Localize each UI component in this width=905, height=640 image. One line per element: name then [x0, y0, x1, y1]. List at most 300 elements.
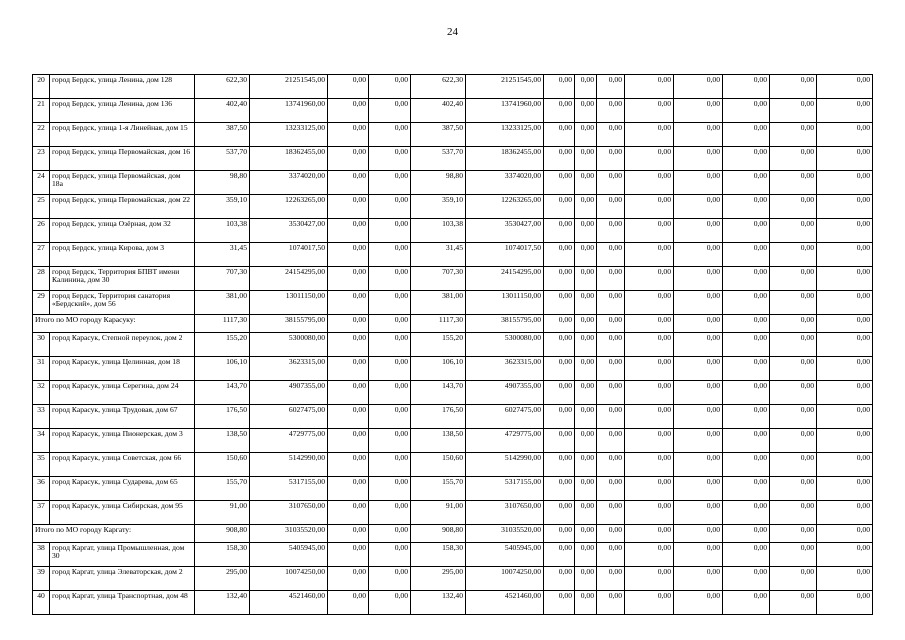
row-number: 36 [33, 477, 50, 501]
value-cell: 0,00 [369, 453, 411, 477]
value-cell: 0,00 [544, 381, 575, 405]
value-cell: 0,00 [575, 123, 597, 147]
value-cell: 0,00 [328, 525, 369, 543]
value-cell: 0,00 [328, 453, 369, 477]
value-cell: 0,00 [817, 429, 873, 453]
value-cell: 0,00 [369, 171, 411, 195]
address-cell: город Карасук, улица Советская, дом 66 [50, 453, 195, 477]
value-cell: 106,10 [411, 357, 466, 381]
value-cell: 0,00 [770, 357, 817, 381]
value-cell: 0,00 [817, 171, 873, 195]
value-cell: 0,00 [544, 75, 575, 99]
subtotal-row [33, 525, 873, 543]
value-cell: 3623315,00 [466, 357, 544, 381]
value-cell: 0,00 [625, 501, 674, 525]
value-cell: 0,00 [575, 543, 597, 567]
value-cell: 0,00 [770, 567, 817, 591]
value-cell: 103,38 [195, 219, 250, 243]
value-cell: 91,00 [195, 501, 250, 525]
value-cell: 0,00 [817, 123, 873, 147]
value-cell: 0,00 [817, 195, 873, 219]
value-cell: 0,00 [597, 567, 625, 591]
value-cell: 0,00 [328, 333, 369, 357]
row-number: 21 [33, 99, 50, 123]
address-cell: город Бердск, улица Кирова, дом 3 [50, 243, 195, 267]
value-cell: 0,00 [723, 429, 770, 453]
value-cell: 4729775,00 [466, 429, 544, 453]
value-cell: 0,00 [544, 405, 575, 429]
value-cell: 5317155,00 [466, 477, 544, 501]
subtotal-row [33, 315, 873, 333]
value-cell: 0,00 [625, 243, 674, 267]
value-cell: 21251545,00 [466, 75, 544, 99]
value-cell: 0,00 [723, 315, 770, 333]
value-cell: 0,00 [770, 501, 817, 525]
value-cell: 0,00 [674, 99, 723, 123]
value-cell: 13233125,00 [250, 123, 328, 147]
value-cell: 0,00 [597, 501, 625, 525]
value-cell: 12263265,00 [250, 195, 328, 219]
value-cell: 0,00 [625, 171, 674, 195]
value-cell: 1074017,50 [250, 243, 328, 267]
address-cell: город Каргат, улица Промышленная, дом 30 [50, 543, 195, 567]
table-row [33, 333, 873, 357]
value-cell: 0,00 [770, 381, 817, 405]
value-cell: 0,00 [575, 315, 597, 333]
value-cell: 0,00 [369, 501, 411, 525]
row-number: 31 [33, 357, 50, 381]
table-row [33, 477, 873, 501]
value-cell: 0,00 [817, 543, 873, 567]
value-cell: 0,00 [369, 195, 411, 219]
value-cell: 0,00 [369, 147, 411, 171]
value-cell: 3530427,00 [250, 219, 328, 243]
value-cell: 0,00 [625, 315, 674, 333]
value-cell: 0,00 [723, 453, 770, 477]
value-cell: 0,00 [369, 75, 411, 99]
value-cell: 0,00 [369, 525, 411, 543]
value-cell: 31,45 [195, 243, 250, 267]
value-cell: 0,00 [544, 453, 575, 477]
value-cell: 0,00 [597, 477, 625, 501]
value-cell: 5142990,00 [466, 453, 544, 477]
value-cell: 0,00 [544, 147, 575, 171]
value-cell: 91,00 [411, 501, 466, 525]
address-cell: город Бердск, улица Озёрная, дом 32 [50, 219, 195, 243]
value-cell: 0,00 [575, 195, 597, 219]
value-cell: 0,00 [597, 123, 625, 147]
value-cell: 0,00 [723, 357, 770, 381]
value-cell: 0,00 [625, 291, 674, 315]
row-number: 28 [33, 267, 50, 291]
value-cell: 0,00 [575, 147, 597, 171]
value-cell: 0,00 [723, 123, 770, 147]
value-cell: 6027475,00 [466, 405, 544, 429]
value-cell: 0,00 [597, 195, 625, 219]
address-cell: город Бердск, улица Ленина, дом 136 [50, 99, 195, 123]
value-cell: 0,00 [770, 291, 817, 315]
value-cell: 0,00 [544, 567, 575, 591]
subtotal-label: Итого по МО городу Каргату: [33, 525, 195, 543]
value-cell: 31035520,00 [250, 525, 328, 543]
value-cell: 0,00 [597, 453, 625, 477]
value-cell: 0,00 [770, 525, 817, 543]
value-cell: 10074250,00 [466, 567, 544, 591]
subtotal-label: Итого по МО городу Карасуку: [33, 315, 195, 333]
value-cell: 0,00 [817, 99, 873, 123]
value-cell: 0,00 [369, 267, 411, 291]
value-cell: 622,30 [411, 75, 466, 99]
address-cell: город Карасук, улица Целинная, дом 18 [50, 357, 195, 381]
value-cell: 707,30 [411, 267, 466, 291]
value-cell: 0,00 [817, 75, 873, 99]
value-cell: 0,00 [723, 147, 770, 171]
value-cell: 0,00 [770, 333, 817, 357]
row-number: 35 [33, 453, 50, 477]
value-cell: 0,00 [575, 171, 597, 195]
value-cell: 0,00 [369, 477, 411, 501]
value-cell: 0,00 [369, 315, 411, 333]
value-cell: 0,00 [770, 477, 817, 501]
value-cell: 0,00 [328, 315, 369, 333]
value-cell: 0,00 [544, 591, 575, 615]
value-cell: 0,00 [597, 525, 625, 543]
address-cell: город Каргат, улица Транспортная, дом 48 [50, 591, 195, 615]
value-cell: 13741960,00 [466, 99, 544, 123]
value-cell: 0,00 [674, 453, 723, 477]
value-cell: 0,00 [597, 219, 625, 243]
value-cell: 0,00 [770, 267, 817, 291]
value-cell: 0,00 [770, 429, 817, 453]
table-row [33, 429, 873, 453]
value-cell: 0,00 [723, 75, 770, 99]
table-row [33, 171, 873, 195]
value-cell: 622,30 [195, 75, 250, 99]
row-number: 23 [33, 147, 50, 171]
value-cell: 0,00 [723, 567, 770, 591]
value-cell: 13233125,00 [466, 123, 544, 147]
value-cell: 3107650,00 [466, 501, 544, 525]
address-cell: город Бердск, Территория санатория «Бердский», дом 56 [50, 291, 195, 315]
value-cell: 0,00 [723, 405, 770, 429]
address-cell: город Карасук, улица Серегина, дом 24 [50, 381, 195, 405]
value-cell: 3530427,00 [466, 219, 544, 243]
value-cell: 0,00 [328, 405, 369, 429]
value-cell: 0,00 [369, 291, 411, 315]
value-cell: 0,00 [328, 99, 369, 123]
value-cell: 155,20 [411, 333, 466, 357]
table-row [33, 291, 873, 315]
value-cell: 18362455,00 [466, 147, 544, 171]
page-number: 24 [447, 26, 458, 38]
value-cell: 0,00 [674, 591, 723, 615]
value-cell: 0,00 [625, 381, 674, 405]
value-cell: 0,00 [674, 543, 723, 567]
value-cell: 0,00 [723, 477, 770, 501]
value-cell: 0,00 [625, 567, 674, 591]
value-cell: 103,38 [411, 219, 466, 243]
value-cell: 5405945,00 [250, 543, 328, 567]
value-cell: 155,70 [195, 477, 250, 501]
value-cell: 155,20 [195, 333, 250, 357]
value-cell: 3374020,00 [250, 171, 328, 195]
value-cell: 1117,30 [195, 315, 250, 333]
value-cell: 0,00 [544, 291, 575, 315]
value-cell: 0,00 [369, 591, 411, 615]
value-cell: 0,00 [723, 99, 770, 123]
value-cell: 0,00 [625, 429, 674, 453]
value-cell: 0,00 [723, 195, 770, 219]
value-cell: 908,80 [195, 525, 250, 543]
table-row [33, 591, 873, 615]
value-cell: 3374020,00 [466, 171, 544, 195]
value-cell: 0,00 [625, 405, 674, 429]
value-cell: 0,00 [723, 381, 770, 405]
value-cell: 0,00 [597, 333, 625, 357]
value-cell: 402,40 [195, 99, 250, 123]
value-cell: 0,00 [328, 477, 369, 501]
value-cell: 0,00 [625, 357, 674, 381]
value-cell: 176,50 [411, 405, 466, 429]
value-cell: 0,00 [817, 291, 873, 315]
value-cell: 0,00 [817, 525, 873, 543]
table-body [33, 75, 873, 615]
value-cell: 0,00 [625, 123, 674, 147]
value-cell: 295,00 [195, 567, 250, 591]
row-number: 27 [33, 243, 50, 267]
value-cell: 0,00 [674, 405, 723, 429]
value-cell: 132,40 [411, 591, 466, 615]
value-cell: 0,00 [328, 243, 369, 267]
value-cell: 176,50 [195, 405, 250, 429]
value-cell: 0,00 [770, 405, 817, 429]
table-row [33, 75, 873, 99]
value-cell: 0,00 [770, 195, 817, 219]
value-cell: 0,00 [597, 405, 625, 429]
value-cell: 150,60 [411, 453, 466, 477]
value-cell: 0,00 [674, 567, 723, 591]
value-cell: 908,80 [411, 525, 466, 543]
value-cell: 0,00 [544, 171, 575, 195]
value-cell: 0,00 [575, 75, 597, 99]
value-cell: 0,00 [674, 477, 723, 501]
value-cell: 0,00 [674, 219, 723, 243]
value-cell: 132,40 [195, 591, 250, 615]
value-cell: 0,00 [328, 75, 369, 99]
value-cell: 4521460,00 [250, 591, 328, 615]
value-cell: 0,00 [597, 429, 625, 453]
value-cell: 0,00 [369, 243, 411, 267]
value-cell: 158,30 [411, 543, 466, 567]
value-cell: 0,00 [817, 243, 873, 267]
value-cell: 158,30 [195, 543, 250, 567]
value-cell: 295,00 [411, 567, 466, 591]
value-cell: 0,00 [674, 429, 723, 453]
value-cell: 0,00 [817, 381, 873, 405]
table-row [33, 501, 873, 525]
value-cell: 707,30 [195, 267, 250, 291]
table-row [33, 243, 873, 267]
value-cell: 0,00 [817, 333, 873, 357]
value-cell: 0,00 [544, 315, 575, 333]
value-cell: 0,00 [544, 333, 575, 357]
value-cell: 387,50 [195, 123, 250, 147]
value-cell: 21251545,00 [250, 75, 328, 99]
value-cell: 0,00 [597, 75, 625, 99]
value-cell: 0,00 [625, 453, 674, 477]
value-cell: 0,00 [674, 123, 723, 147]
table-row [33, 267, 873, 291]
value-cell: 0,00 [597, 315, 625, 333]
value-cell: 0,00 [674, 525, 723, 543]
value-cell: 0,00 [817, 357, 873, 381]
value-cell: 143,70 [411, 381, 466, 405]
value-cell: 0,00 [328, 171, 369, 195]
value-cell: 0,00 [674, 315, 723, 333]
value-cell: 0,00 [723, 171, 770, 195]
value-cell: 0,00 [770, 99, 817, 123]
value-cell: 0,00 [369, 429, 411, 453]
address-cell: город Карасук, улица Сибирская, дом 95 [50, 501, 195, 525]
value-cell: 0,00 [625, 219, 674, 243]
value-cell: 4907355,00 [250, 381, 328, 405]
value-cell: 359,10 [411, 195, 466, 219]
value-cell: 0,00 [770, 123, 817, 147]
value-cell: 0,00 [625, 267, 674, 291]
value-cell: 0,00 [674, 381, 723, 405]
value-cell: 0,00 [544, 267, 575, 291]
row-number: 25 [33, 195, 50, 219]
value-cell: 0,00 [597, 243, 625, 267]
value-cell: 138,50 [411, 429, 466, 453]
table-row [33, 99, 873, 123]
value-cell: 0,00 [597, 381, 625, 405]
value-cell: 0,00 [544, 429, 575, 453]
value-cell: 0,00 [674, 195, 723, 219]
value-cell: 0,00 [328, 381, 369, 405]
table-row [33, 381, 873, 405]
row-number: 39 [33, 567, 50, 591]
value-cell: 0,00 [625, 477, 674, 501]
value-cell: 5300080,00 [466, 333, 544, 357]
value-cell: 0,00 [328, 267, 369, 291]
value-cell: 0,00 [369, 123, 411, 147]
value-cell: 0,00 [674, 333, 723, 357]
table-row [33, 453, 873, 477]
value-cell: 0,00 [575, 477, 597, 501]
value-cell: 0,00 [770, 219, 817, 243]
value-cell: 0,00 [575, 291, 597, 315]
row-number: 33 [33, 405, 50, 429]
value-cell: 13011150,00 [250, 291, 328, 315]
value-cell: 6027475,00 [250, 405, 328, 429]
value-cell: 31,45 [411, 243, 466, 267]
value-cell: 0,00 [674, 243, 723, 267]
value-cell: 0,00 [674, 267, 723, 291]
table-row [33, 567, 873, 591]
value-cell: 381,00 [195, 291, 250, 315]
row-number: 26 [33, 219, 50, 243]
value-cell: 0,00 [625, 147, 674, 171]
value-cell: 0,00 [369, 543, 411, 567]
value-cell: 0,00 [544, 501, 575, 525]
value-cell: 0,00 [770, 147, 817, 171]
value-cell: 0,00 [674, 147, 723, 171]
value-cell: 1117,30 [411, 315, 466, 333]
address-cell: город Карасук, улица Сударева, дом 65 [50, 477, 195, 501]
value-cell: 0,00 [723, 525, 770, 543]
address-cell: город Бердск, улица Ленина, дом 128 [50, 75, 195, 99]
value-cell: 0,00 [369, 381, 411, 405]
value-cell: 10074250,00 [250, 567, 328, 591]
value-cell: 155,70 [411, 477, 466, 501]
value-cell: 38155795,00 [250, 315, 328, 333]
value-cell: 0,00 [369, 99, 411, 123]
value-cell: 13011150,00 [466, 291, 544, 315]
value-cell: 0,00 [328, 543, 369, 567]
table-row [33, 405, 873, 429]
value-cell: 0,00 [597, 267, 625, 291]
value-cell: 0,00 [544, 477, 575, 501]
value-cell: 12263265,00 [466, 195, 544, 219]
value-cell: 0,00 [328, 501, 369, 525]
row-number: 32 [33, 381, 50, 405]
value-cell: 0,00 [625, 99, 674, 123]
address-cell: город Бердск, улица Первомайская, дом 18а [50, 171, 195, 195]
table-row [33, 357, 873, 381]
value-cell: 0,00 [770, 591, 817, 615]
value-cell: 0,00 [817, 453, 873, 477]
value-cell: 38155795,00 [466, 315, 544, 333]
value-cell: 0,00 [575, 429, 597, 453]
value-cell: 3623315,00 [250, 357, 328, 381]
address-cell: город Карасук, улица Трудовая, дом 67 [50, 405, 195, 429]
value-cell: 0,00 [817, 147, 873, 171]
value-cell: 0,00 [597, 171, 625, 195]
value-cell: 0,00 [369, 333, 411, 357]
value-cell: 0,00 [575, 267, 597, 291]
value-cell: 381,00 [411, 291, 466, 315]
value-cell: 0,00 [328, 357, 369, 381]
value-cell: 5317155,00 [250, 477, 328, 501]
value-cell: 0,00 [625, 195, 674, 219]
value-cell: 0,00 [369, 405, 411, 429]
value-cell: 0,00 [575, 219, 597, 243]
value-cell: 0,00 [328, 195, 369, 219]
value-cell: 0,00 [817, 315, 873, 333]
row-number: 34 [33, 429, 50, 453]
value-cell: 0,00 [575, 453, 597, 477]
value-cell: 0,00 [369, 357, 411, 381]
value-cell: 150,60 [195, 453, 250, 477]
value-cell: 0,00 [328, 219, 369, 243]
address-cell: город Бердск, улица Первомайская, дом 16 [50, 147, 195, 171]
address-cell: город Бердск, Территория БПВТ имени Калинина, дом 30 [50, 267, 195, 291]
value-cell: 0,00 [770, 171, 817, 195]
value-cell: 5405945,00 [466, 543, 544, 567]
value-cell: 0,00 [625, 333, 674, 357]
value-cell: 5142990,00 [250, 453, 328, 477]
value-cell: 0,00 [575, 333, 597, 357]
value-cell: 0,00 [575, 525, 597, 543]
value-cell: 0,00 [369, 567, 411, 591]
value-cell: 0,00 [723, 591, 770, 615]
address-cell: город Каргат, улица Элеваторская, дом 2 [50, 567, 195, 591]
value-cell: 0,00 [817, 477, 873, 501]
value-cell: 18362455,00 [250, 147, 328, 171]
value-cell: 0,00 [575, 591, 597, 615]
value-cell: 0,00 [575, 381, 597, 405]
